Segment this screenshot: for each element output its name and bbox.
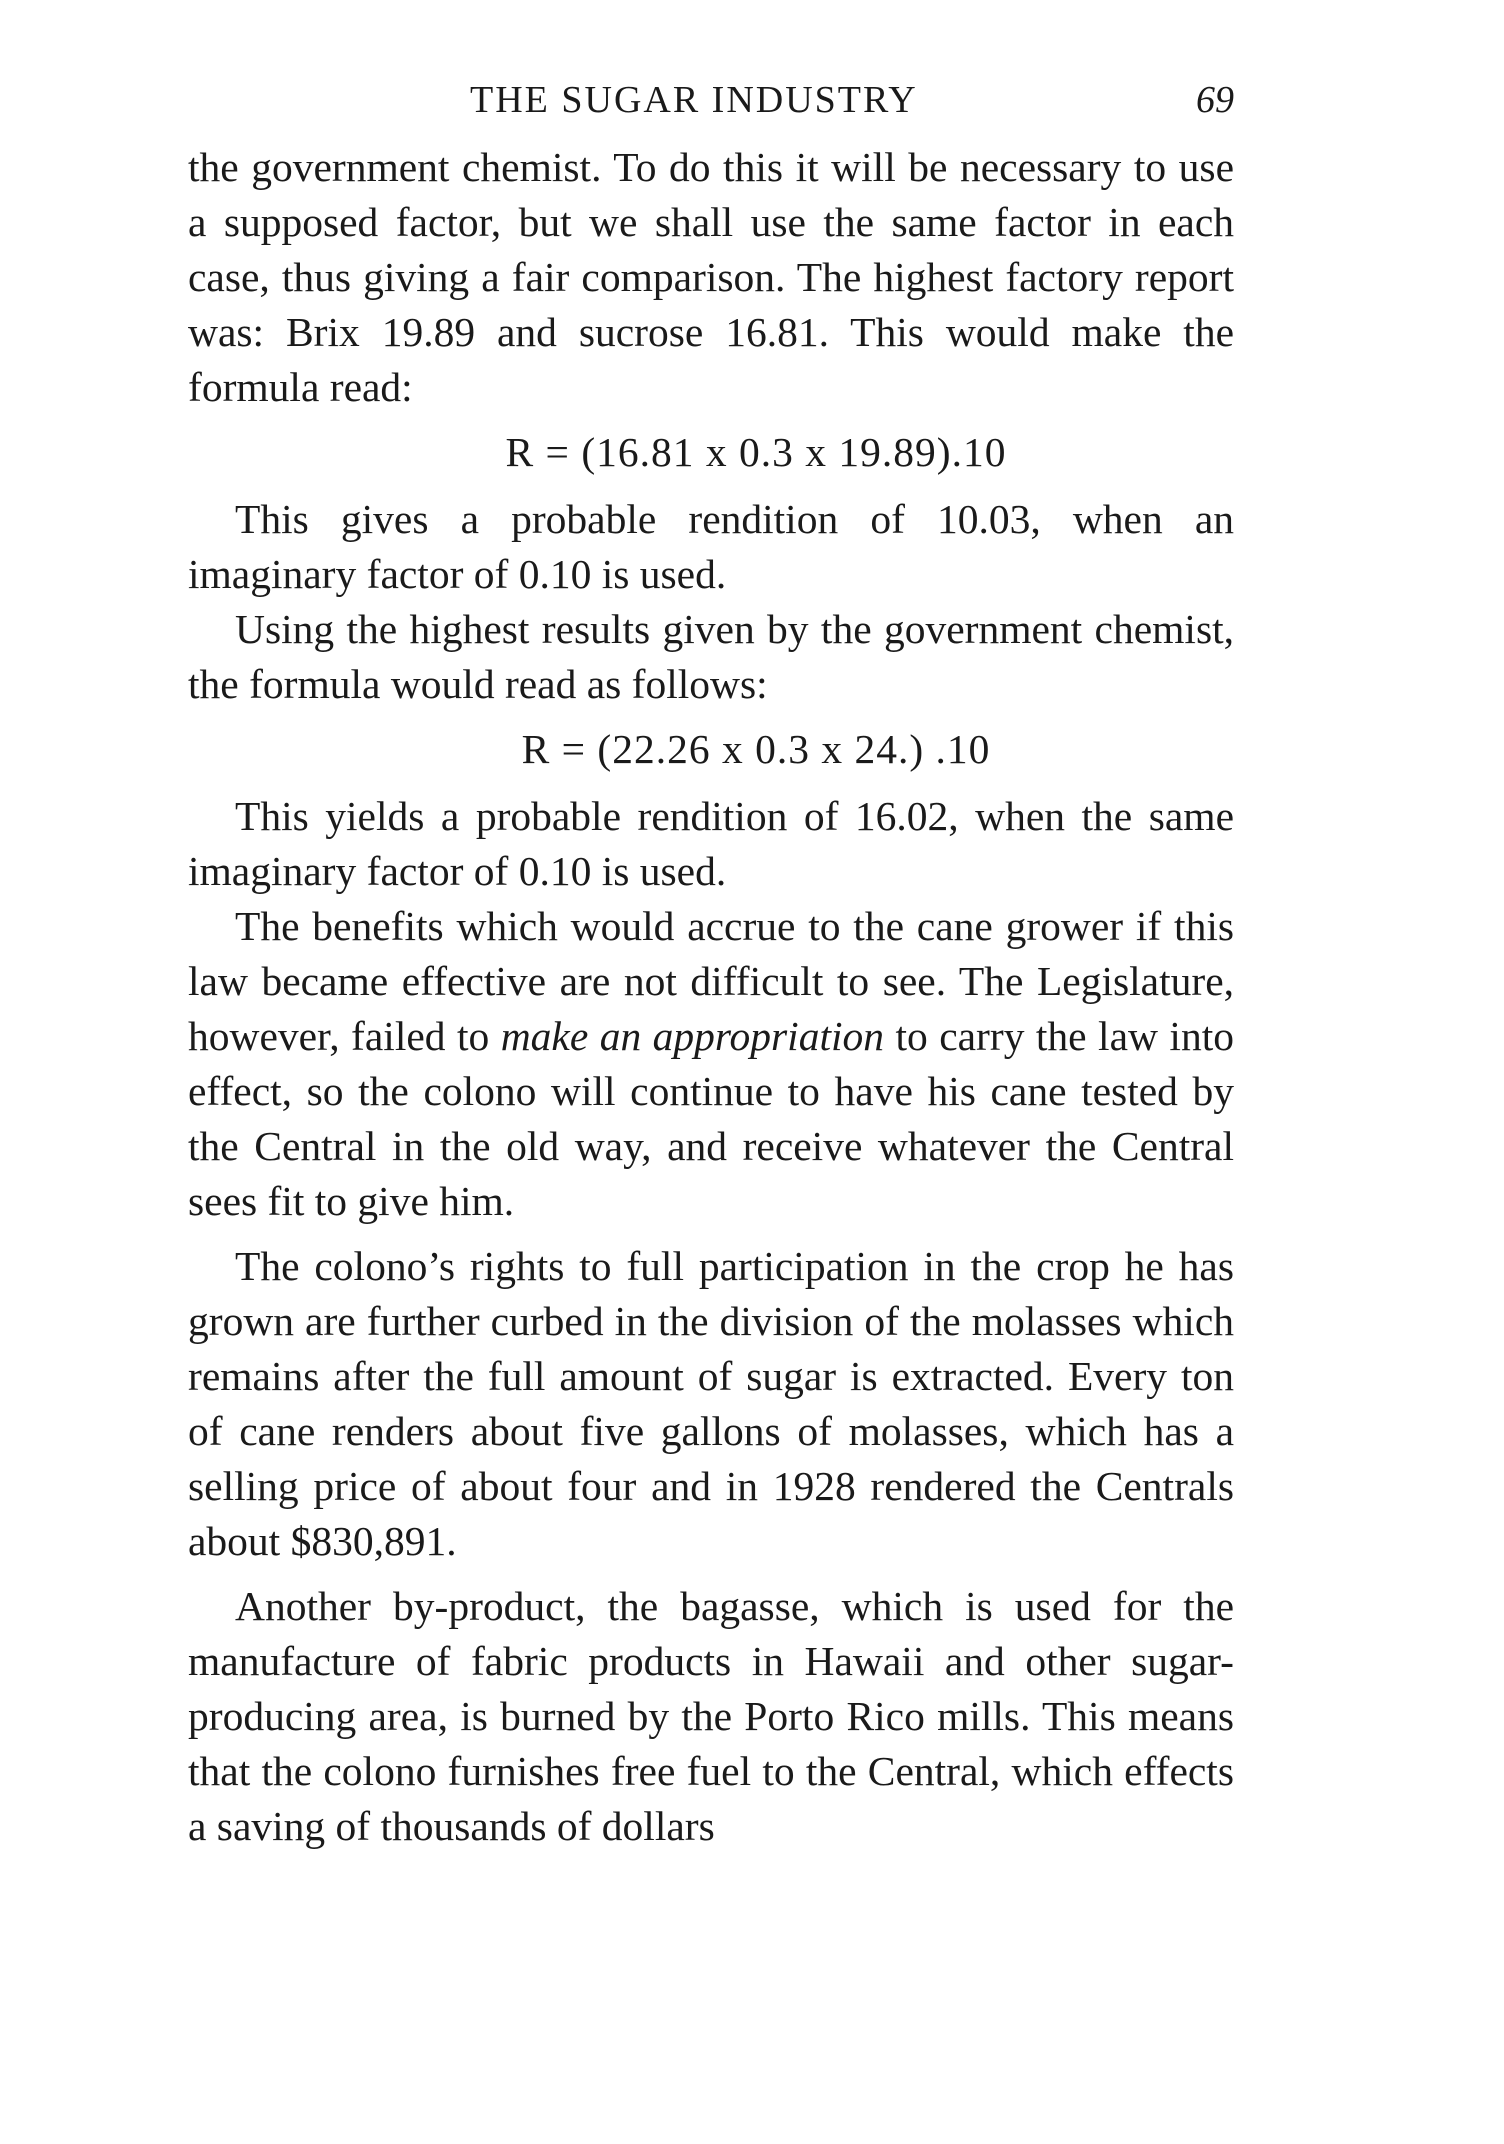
body-text <box>188 140 1234 1854</box>
running-head <box>190 78 1234 138</box>
paragraph-molasses: The colono’s rights to full participation in the crop he has grown are further curbed in the division of the molasses which remains after the full amount of sugar is extracted. Every ton of cane renders about five gallons of molasses, which has a selling price of about four and in 1928 rendered the Centrals about $830,891. <box>188 1243 1234 1564</box>
benefits-emphasis: make an appropriation <box>500 1013 885 1059</box>
formula-factory: R = (16.81 x 0.3 x 19.89).10 <box>505 429 1007 475</box>
paragraph-rendition-government: This yields a probable rendition of 16.02, when the same imaginary factor of 0.10 is used. <box>188 793 1234 894</box>
page-number: 69 <box>1196 79 1234 121</box>
formula-government: R = (22.26 x 0.3 x 24.) .10 <box>521 726 991 772</box>
paragraph-bagasse: Another by-product, the bagasse, which is used for the manufacture of fabric products in Hawaii and other sugar-producing area, is burned by the Porto Rico mills. This means that the colono furnishes free fuel to the Central, which effects a saving of thousands of dollars <box>188 1583 1234 1849</box>
paragraph-benefits <box>188 899 1234 1229</box>
paragraph-rendition-factory: This gives a probable rendition of 10.03, when an imaginary factor of 0.10 is used. <box>188 496 1234 597</box>
running-title: THE SUGAR INDUSTRY <box>470 79 918 121</box>
benefits-text-end: to carry the law into effect, so the colono will continue to have his cane tested by the Central in the old way, and receive whatever the Central sees fit to give him. <box>188 1013 1234 1224</box>
paragraph-continued: the government chemist. To do this it will be necessary to use a supposed factor, but we shall use the same factor in each case, thus giving a fair comparison. The highest factory report was: Brix 19.89 and sucrose 16.81. This would make the formula read: <box>188 144 1234 410</box>
benefits-text-start: The benefits which would accrue to the cane grower if this law became effective are not difficult to see. The Legislature, however, failed to <box>188 903 1234 1059</box>
paragraph-government-chemist: Using the highest results given by the government chemist, the formula would read as follows: <box>188 606 1234 707</box>
